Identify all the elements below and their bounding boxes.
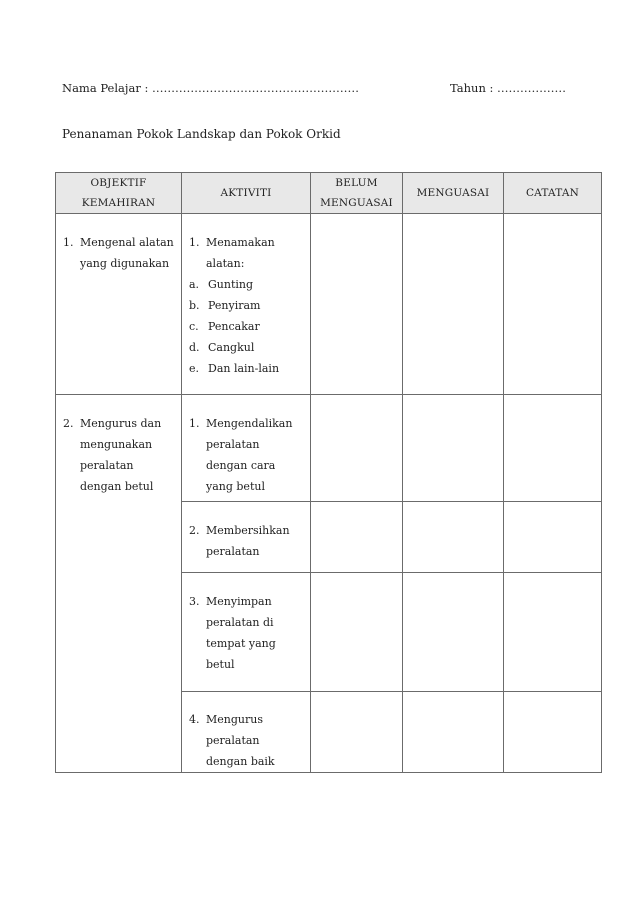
activity-text: Menamakan alatan: — [206, 236, 275, 270]
column-header-not-mastered-line2: MENGUASAI — [320, 197, 393, 209]
page-title: Penanaman Pokok Landskap dan Pokok Orkid — [62, 127, 341, 141]
mastered-cell[interactable] — [403, 214, 504, 395]
not-mastered-cell[interactable] — [311, 395, 403, 502]
notes-cell[interactable] — [504, 502, 602, 573]
activity-number: 1. — [189, 236, 200, 249]
activity-cell: 2. Membersihkan peralatan — [182, 502, 311, 573]
activity-cell: 4. Mengurus peralatan dengan baik — [182, 692, 311, 773]
list-item: b. Penyiram — [189, 299, 261, 312]
mastered-cell[interactable] — [403, 573, 504, 692]
objective-text: Mengenal alatan yang digunakan — [80, 236, 174, 270]
column-header-not-mastered — [311, 173, 403, 214]
student-name-field: Nama Pelajar : ……………………………………………… — [62, 81, 360, 95]
table-row — [56, 395, 602, 502]
not-mastered-cell[interactable] — [311, 692, 403, 773]
table-row — [56, 214, 602, 395]
not-mastered-cell[interactable] — [311, 502, 403, 573]
list-item: c. Pencakar — [189, 320, 260, 333]
list-item: e. Dan lain-lain — [189, 362, 280, 375]
column-header-objective-line1: OBJEKTIF — [90, 177, 147, 189]
mastered-cell[interactable] — [403, 395, 504, 502]
notes-cell[interactable] — [504, 573, 602, 692]
objective-number: 1. — [63, 236, 74, 249]
objective-number: 2. — [63, 417, 74, 430]
assessment-table — [55, 172, 602, 773]
activity-cell: 3. Menyimpan peralatan di tempat yang betul — [182, 573, 311, 692]
notes-cell[interactable] — [504, 692, 602, 773]
list-item: d. Cangkul — [189, 341, 255, 354]
notes-cell[interactable] — [504, 395, 602, 502]
column-header-not-mastered-line1: BELUM — [335, 177, 378, 189]
not-mastered-cell[interactable] — [311, 214, 403, 395]
column-header-activity: AKTIVITI — [182, 173, 311, 214]
column-header-objective — [56, 173, 182, 214]
activity-cell: 1. Mengendalikan peralatan dengan cara yang betul — [182, 395, 311, 502]
year-field: Tahun : ……………… — [450, 81, 567, 95]
objective-text: Mengurus dan mengunakan peralatan dengan betul — [80, 417, 162, 493]
column-header-mastered: MENGUASAI — [403, 173, 504, 214]
objective-cell — [56, 395, 182, 773]
list-item: a. Gunting — [189, 278, 254, 291]
objective-cell — [56, 214, 182, 395]
column-header-notes: CATATAN — [504, 173, 602, 214]
activity-cell — [182, 214, 311, 395]
notes-cell[interactable] — [504, 214, 602, 395]
mastered-cell[interactable] — [403, 502, 504, 573]
column-header-objective-line2: KEMAHIRAN — [81, 197, 156, 209]
not-mastered-cell[interactable] — [311, 573, 403, 692]
table-header-row — [56, 173, 602, 214]
mastered-cell[interactable] — [403, 692, 504, 773]
